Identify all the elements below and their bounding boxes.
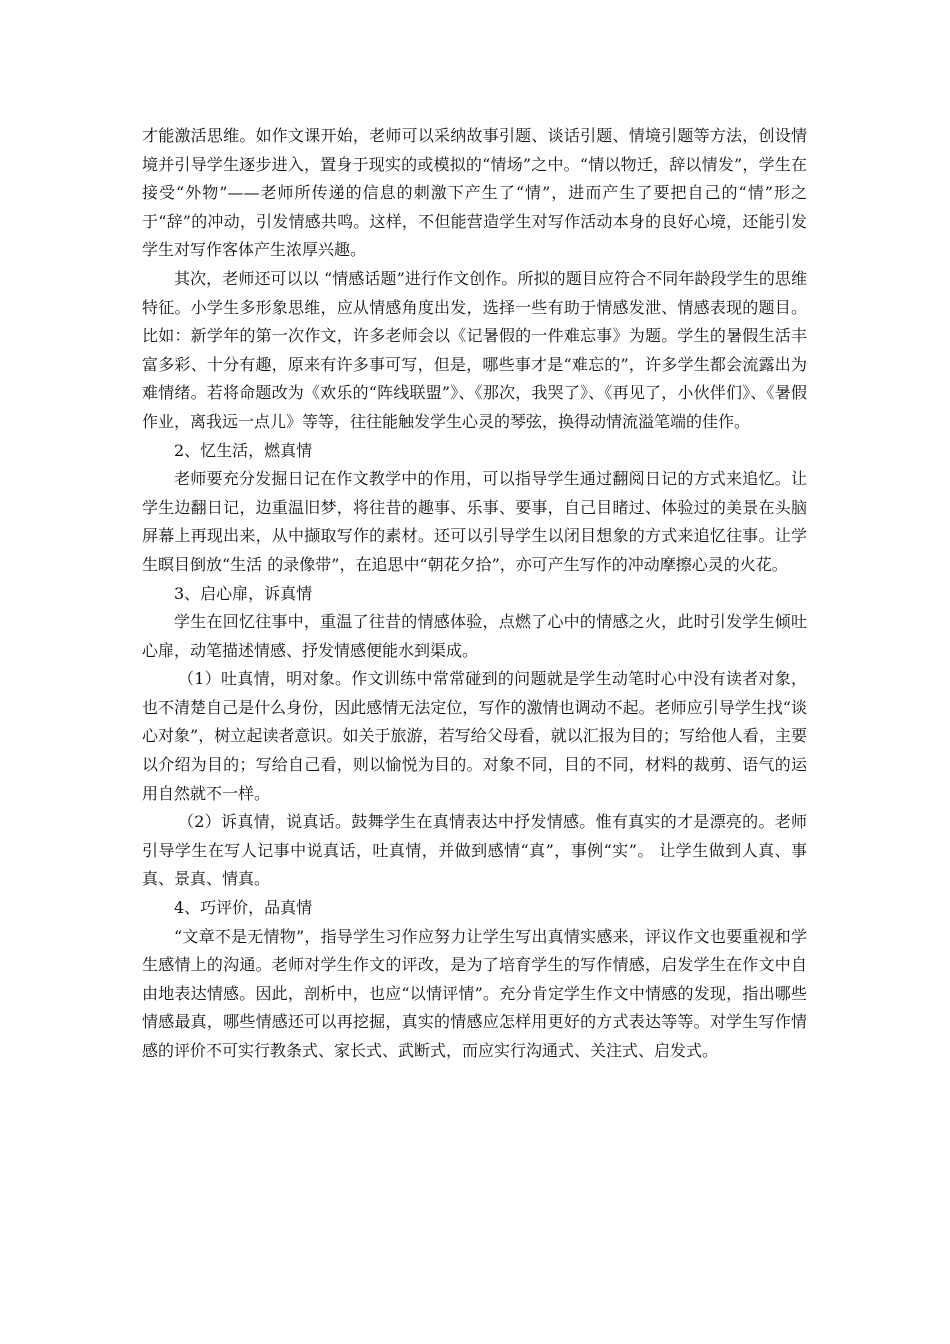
section-heading-2: 2、忆生活，燃真情 bbox=[174, 440, 313, 460]
paragraph-item-2: （2）诉真情，说真话。鼓舞学生在真情表达中抒发情感。惟有真实的才是漂亮的。老师引导学生在写人记事中说真话，吐真情，并做到感情“真”，事例“实”。 让学生做到人真、事真、景真、情真。 bbox=[142, 812, 807, 889]
paragraph-item-1: （1）吐真情，明对象。作文训练中常常碰到的问题就是学生动笔时心中没有读者对象，也不清楚自己是什么身份，因此感情无法定位，写作的激情也调动不起。老师应引导学生找“谈心对象”，树立起读者意识。如关于旅游，若写给父母看，就以汇报为目的；写给他人看，主要以介绍为目的；写给自己看，则以愉悦为目的。对象不同，目的不同，材料的裁剪、语气的运用自然就不一样。 bbox=[142, 669, 807, 803]
section-heading-4: 4、巧评价，品真情 bbox=[174, 898, 313, 918]
paragraph-evaluation: “文章不是无情物”，指导学生习作应努力让学生写出真情实感来，评议作文也要重视和学生感情上的沟通。老师对学生作文的评改，是为了培育学生的写作情感，启发学生在作文中自由地表达情感。因此，剖析中，也应“以情评情”。充分肯定学生作文中情感的发现，指出哪些情感最真，哪些情感还可以再挖掘，真实的情感应怎样用更好的方式表达等等。对学生写作情感的评价不可实行教条式、家长式、武断式，而应实行沟通式、关注式、启发式。 bbox=[142, 926, 807, 1060]
paragraph-continuation: 才能激活思维。如作文课开始，老师可以采纳故事引题、谈话引题、情境引题等方法，创设情境并引导学生逐步进入，置身于现实的或模拟的“情场”之中。“情以物迁，辞以情发”，学生在接受“外物”——老师所传递的信息的刺激下产生了“情”，进而产生了要把自己的“情”形之于“辞”的冲动，引发情感共鸣。这样，不但能营造学生对写作活动本身的良好心境，还能引发学生对写作客体产生浓厚兴趣。 bbox=[142, 126, 807, 260]
paragraph-diary: 老师要充分发掘日记在作文教学中的作用，可以指导学生通过翻阅日记的方式来追忆。让学生边翻日记，边重温旧梦，将往昔的趣事、乐事、要事，自己目睹过、体验过的美景在头脑屏幕上再现出来，从中撷取写作的素材。还可以引导学生以闭目想象的方式来追忆往事。让学生瞑目倒放“生活 的录像带”，在追思中“朝花夕拾”，亦可产生写作的冲动摩擦心灵的火花。 bbox=[142, 469, 807, 574]
document-body bbox=[142, 122, 807, 1066]
section-heading-3: 3、启心扉，诉真情 bbox=[174, 583, 313, 603]
paragraph-recall: 学生在回忆往事中，重温了往昔的情感体验，点燃了心中的情感之火，此时引发学生倾吐心扉，动笔描述情感、抒发情感便能水到渠成。 bbox=[142, 612, 807, 660]
paragraph-emotion-topic: 其次，老师还可以以 “情感话题”进行作文创作。所拟的题目应符合不同年龄段学生的思维特征。小学生多形象思维，应从情感角度出发，选择一些有助于情感发泄、情感表现的题目。比如：新学年的第一次作文，许多老师会以《记暑假的一件难忘事》为题。学生的暑假生活丰富多彩、十分有趣，原来有许多事可写，但是，哪些事才是“难忘的”，许多学生都会流露出为难情绪。若将命题改为《欢乐的“阵线联盟”》、《那次，我哭了》、《再见了，小伙伴们》、《暑假作业，离我远一点儿》等等，往往能触发学生心灵的琴弦，换得动情流溢笔端的佳作。 bbox=[142, 268, 807, 431]
